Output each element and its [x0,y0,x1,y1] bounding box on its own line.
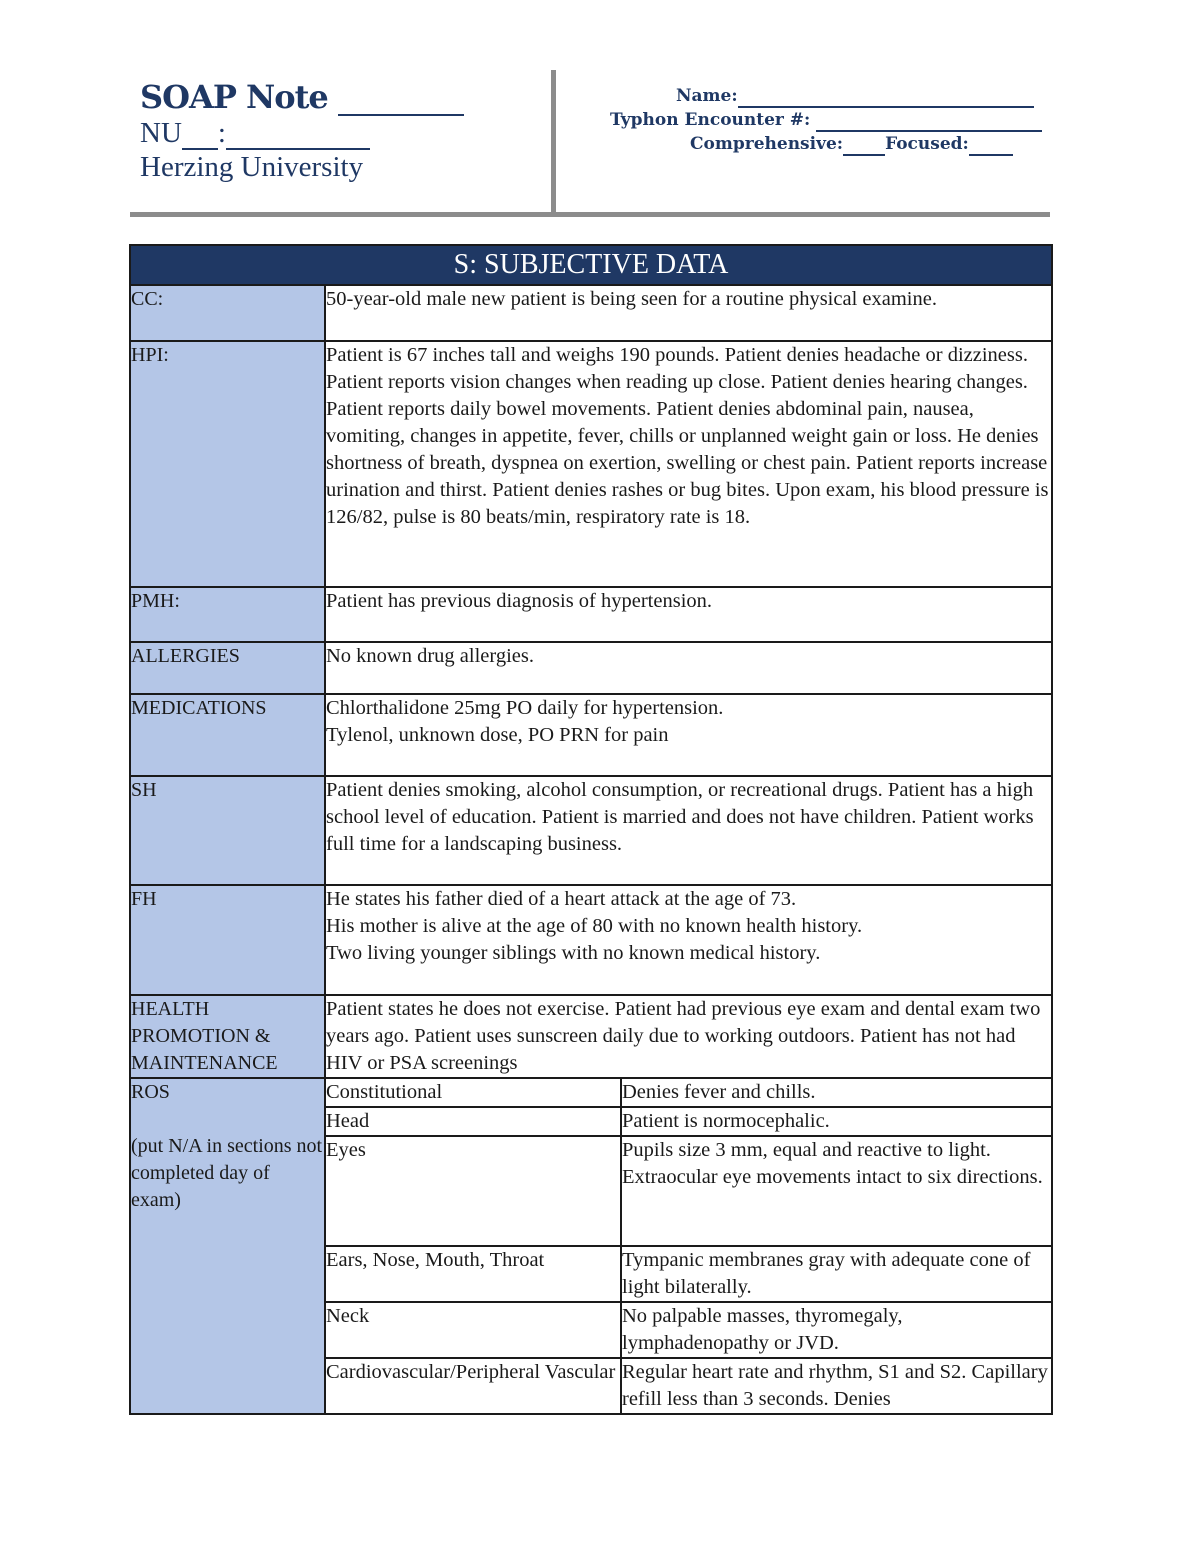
ros-system: Neck [325,1302,621,1358]
medications-value[interactable]: Chlorthalidone 25mg PO daily for hypertension. Tylenol, unknown dose, PO PRN for pain [325,694,1052,776]
pmh-value[interactable]: Patient has previous diagnosis of hypertension. [325,587,1052,642]
ros-system: Constitutional [325,1078,621,1107]
allergies-label: ALLERGIES [130,642,325,694]
title-blank[interactable] [338,96,464,116]
allergies-value[interactable]: No known drug allergies. [325,642,1052,694]
ros-system: Ears, Nose, Mouth, Throat [325,1246,621,1302]
typhon-blank[interactable] [816,112,1042,132]
ros-row [130,1078,1052,1107]
focused-blank[interactable] [969,136,1013,156]
hpi-label: HPI: [130,341,325,587]
nu-line: NU : [140,116,464,150]
name-blank[interactable] [738,88,1034,108]
row-health-promotion [130,995,1052,1078]
typhon-field: Typhon Encounter #: [610,108,1042,132]
pmh-label: PMH: [130,587,325,642]
soap-title: SOAP Note [140,78,464,116]
exam-type-field: Comprehensive: Focused: [690,132,1013,156]
row-cc [130,285,1052,341]
sh-label: SH [130,776,325,885]
sh-value[interactable]: Patient denies smoking, alcohol consumption, or recreational drugs. Patient has a high school level of education. Patient is married and does not have children. Patient works full time for a landscaping business. [325,776,1052,885]
ros-system: Cardiovascular/Peripheral Vascular [325,1358,621,1414]
fh-value[interactable]: He states his father died of a heart attack at the age of 73. His mother is alive at the age of 80 with no known health history. Two living younger siblings with no known medical history. [325,885,1052,995]
health-promotion-value[interactable]: Patient states he does not exercise. Patient had previous eye exam and dental exam two years ago. Patient uses sunscreen daily due to working outdoors. Patient has not had HIV or PSA screenings [325,995,1052,1078]
header-horizontal-divider [130,212,1050,217]
ros-finding[interactable]: Regular heart rate and rhythm, S1 and S2. Capillary refill less than 3 seconds. Denies [621,1358,1052,1414]
header-vertical-divider [551,70,556,214]
row-medications [130,694,1052,776]
ros-finding[interactable]: Patient is normocephalic. [621,1107,1052,1136]
medications-label: MEDICATIONS [130,694,325,776]
header-left [140,78,464,184]
ros-system: Head [325,1107,621,1136]
cc-value[interactable]: 50-year-old male new patient is being seen for a routine physical examine. [325,285,1052,341]
ros-finding[interactable]: No palpable masses, thyromegaly, lymphadenopathy or JVD. [621,1302,1052,1358]
nu-blank[interactable] [182,126,218,150]
ros-finding[interactable]: Tympanic membranes gray with adequate cone of light bilaterally. [621,1246,1052,1302]
row-pmh [130,587,1052,642]
subjective-data-table [129,244,1053,1415]
health-promotion-label: HEALTH PROMOTION & MAINTENANCE [130,995,325,1078]
ros-label-cell [130,1078,325,1414]
fh-label: FH [130,885,325,995]
row-hpi [130,341,1052,587]
ros-label: ROS [131,1081,170,1103]
name-field: Name: [676,84,1034,108]
ros-note: (put N/A in sections not completed day of exam) [131,1135,323,1211]
university-name: Herzing University [140,151,364,183]
row-allergies [130,642,1052,694]
nu-course-blank[interactable] [226,126,370,150]
hpi-value[interactable]: Patient is 67 inches tall and weighs 190 pounds. Patient denies headache or dizziness. Patient reports vision changes when reading up close. Patient denies hearing changes. Patient reports daily bowel movements. Patient denies abdominal pain, nausea, vomiting, changes in appetite, fever, chills or unplanned weight gain or loss. He denies shortness of breath, dyspnea on exertion, swelling or chest pain. Patient reports increase urination and thirst. Patient denies rashes or bug bites. Upon exam, his blood pressure is 126/82, pulse is 80 beats/min, respiratory rate is 18. [325,341,1052,587]
ros-system: Eyes [325,1136,621,1246]
section-banner: S: SUBJECTIVE DATA [130,245,1052,285]
row-sh [130,776,1052,885]
cc-label: CC: [130,285,325,341]
comprehensive-blank[interactable] [843,136,885,156]
ros-finding[interactable]: Pupils size 3 mm, equal and reactive to light. Extraocular eye movements intact to six directions. [621,1136,1052,1246]
ros-finding[interactable]: Denies fever and chills. [621,1078,1052,1107]
row-fh [130,885,1052,995]
